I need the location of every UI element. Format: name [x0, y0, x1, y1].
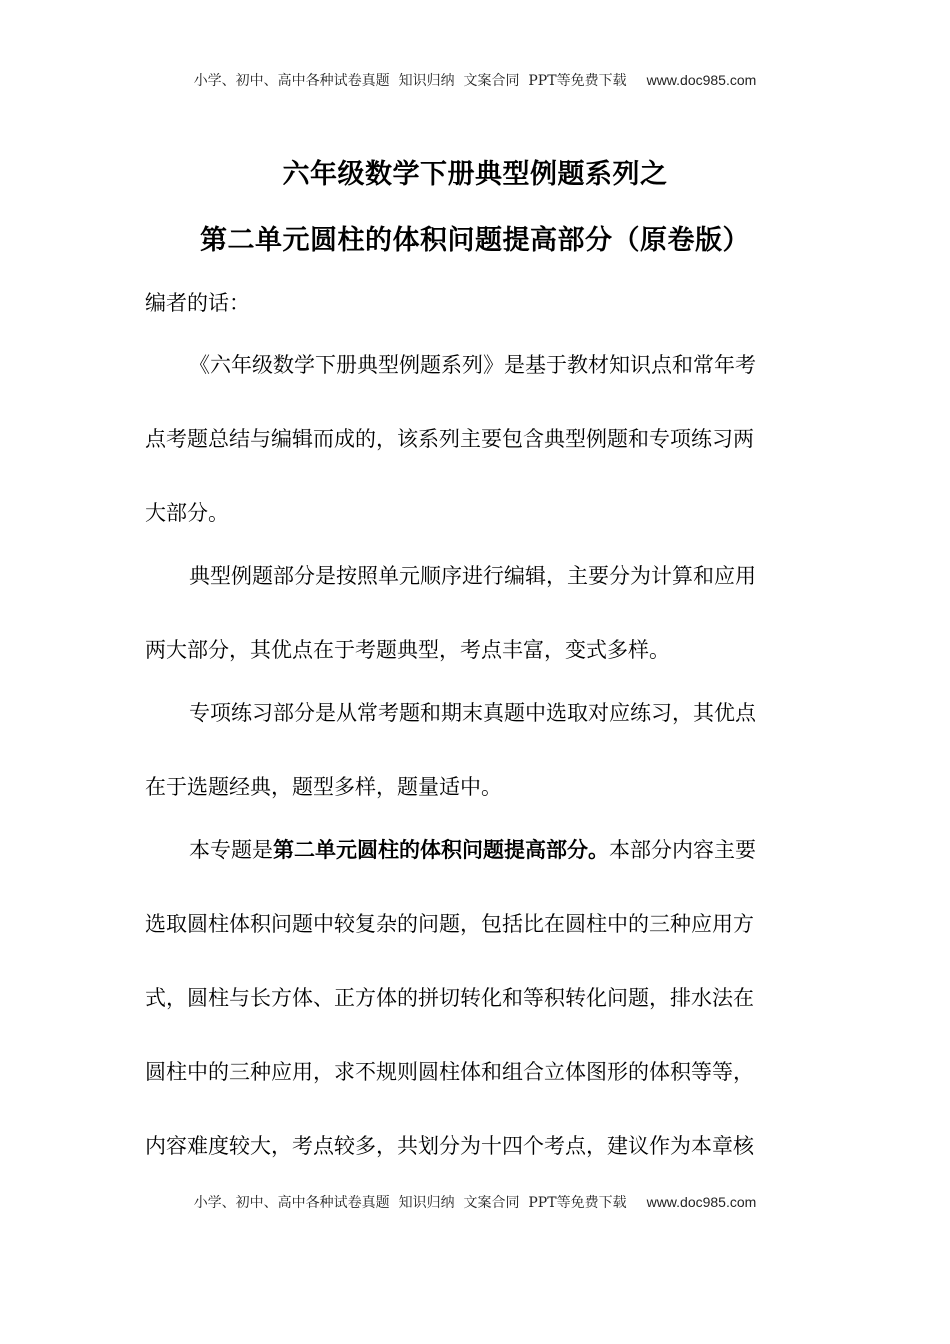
editor-label: 编者的话： [145, 291, 250, 315]
p2-line-2: 两大部分，其优点在于考题典型，考点丰富，变式多样。 [145, 638, 670, 662]
p4-bold-topic: 第二单元圆柱的体积问题提高部分。 [273, 838, 609, 862]
p3-line-1: 专项练习部分是从常考题和期末真题中选取对应练习，其优点 [189, 701, 756, 725]
p4-line-2: 选取圆柱体积问题中较复杂的问题，包括比在圆柱中的三种应用方 [145, 912, 754, 936]
p4-prefix: 本专题是 [189, 838, 273, 862]
page-header [0, 70, 950, 90]
p1-line-2: 点考题总结与编辑而成的，该系列主要包含典型例题和专项练习两 [145, 427, 754, 451]
p4-line-4: 圆柱中的三种应用，求不规则圆柱体和组合立体图形的体积等等， [145, 1060, 754, 1084]
footer-text: 小学、初中、高中各种试卷真题 知识归纳 文案合同 PPT等免费下载 [193, 1195, 627, 1211]
title-line-2: 第二单元圆柱的体积问题提高部分（原卷版） [200, 225, 750, 256]
p1-line-1: 《六年级数学下册典型例题系列》是基于教材知识点和常年考 [189, 353, 756, 377]
page-footer [0, 1192, 950, 1212]
header-text: 小学、初中、高中各种试卷真题 知识归纳 文案合同 PPT等免费下载 [193, 73, 627, 89]
footer-site: www.doc985.com [646, 1194, 757, 1210]
p4-line-3: 式，圆柱与长方体、正方体的拼切转化和等积转化问题，排水法在 [145, 986, 754, 1010]
p4-suffix: 本部分内容主要 [609, 838, 756, 862]
header-site: www.doc985.com [646, 72, 757, 88]
title-line-1: 六年级数学下册典型例题系列之 [282, 159, 668, 190]
p1-line-3: 大部分。 [145, 501, 229, 525]
p2-line-1: 典型例题部分是按照单元顺序进行编辑，主要分为计算和应用 [189, 564, 756, 588]
p3-line-2: 在于选题经典，题型多样，题量适中。 [145, 775, 502, 799]
p4-line-5: 内容难度较大，考点较多，共划分为十四个考点，建议作为本章核 [145, 1134, 754, 1158]
p4-line-1 [189, 835, 839, 865]
